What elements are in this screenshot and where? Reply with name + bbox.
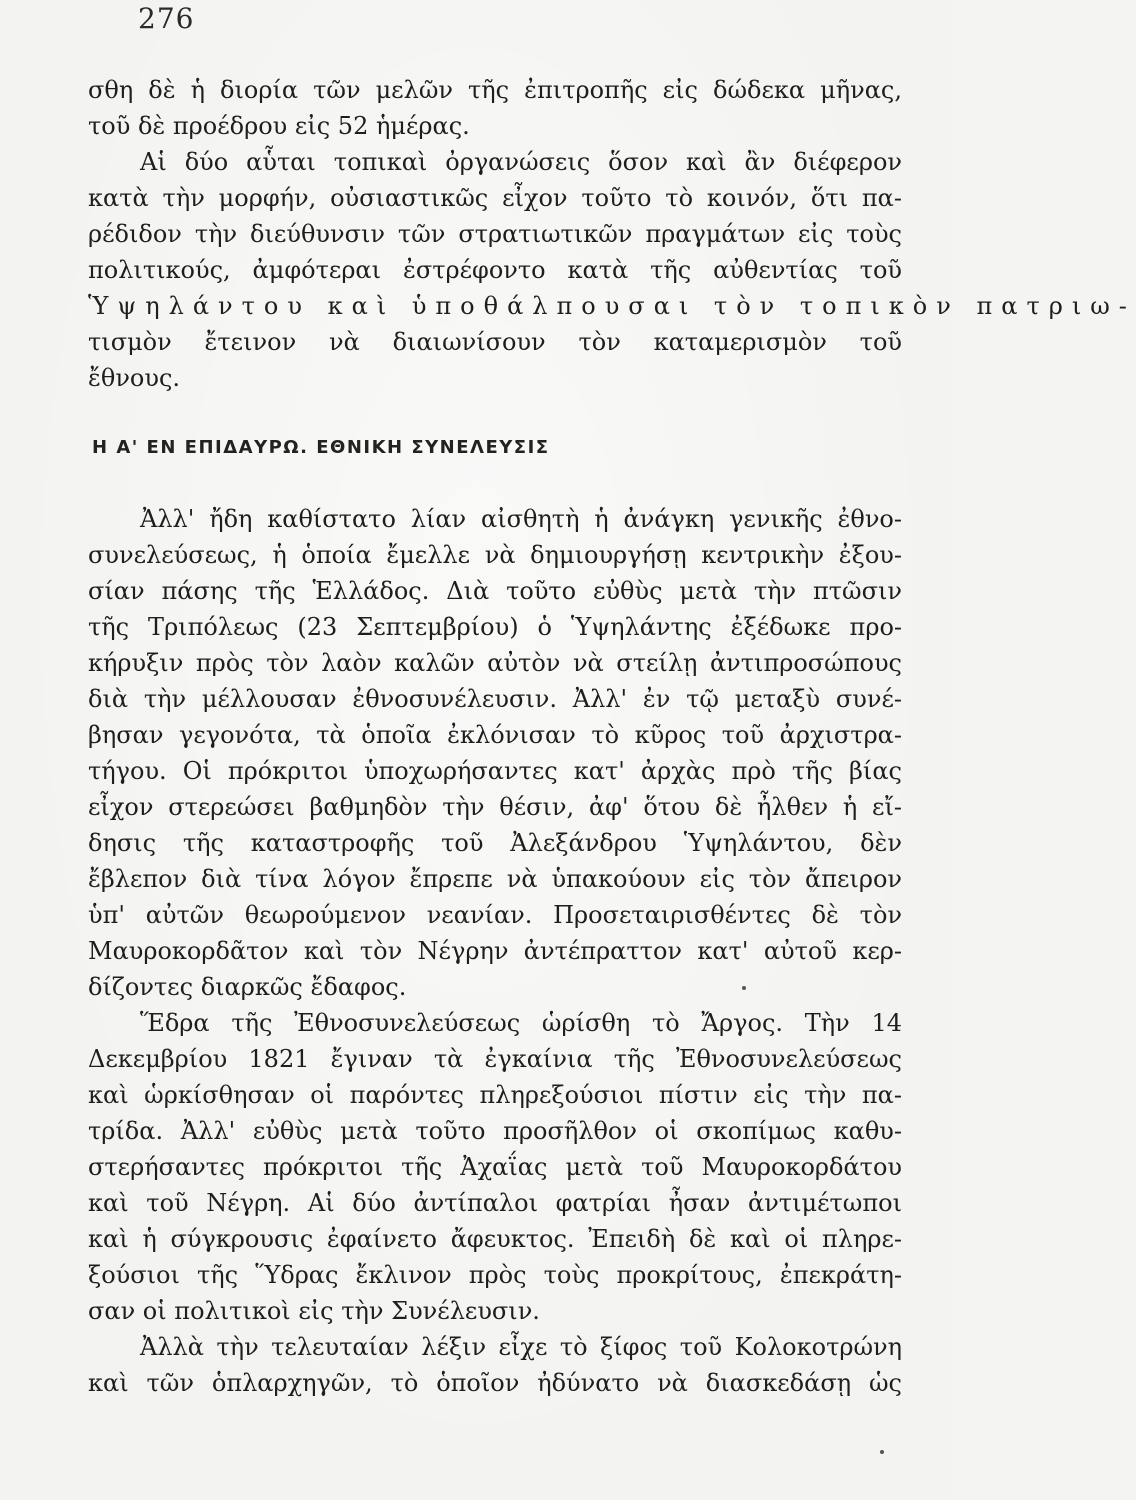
text-line: ἔθνους. [88, 364, 181, 392]
text-line: τρίδα. Ἀλλ' εὐθὺς μετὰ τοῦτο προσῆλθον οἱ σκοπίμως καθυ- [88, 1117, 902, 1145]
text-line: καὶ τοῦ Νέγρη. Αἱ δύο ἀντίπαλοι φατρίαι ἦσαν ἀντιμέτωποι [88, 1189, 902, 1217]
section-heading: Η Α' ΕΝ ΕΠΙΔΑΥΡΩ. ΕΘΝΙΚΗ ΣΥΝΕΛΕΥΣΙΣ [92, 437, 550, 458]
text-line: συνελεύσεως, ἡ ὁποία ἔμελλε νὰ δημιουργήσῃ κεντρικὴν ἐξου- [88, 541, 902, 569]
text-line: Ἀλλ' ἤδη καθίστατο λίαν αἰσθητὴ ἡ ἀνάγκη γενικῆς ἐθνο- [140, 505, 902, 533]
text-line: Ἀλλὰ τὴν τελευταίαν λέξιν εἶχε τὸ ξίφος τοῦ Κολοκοτρώνη [140, 1333, 902, 1361]
text-line: Μαυροκορδᾶτον καὶ τὸν Νέγρην ἀντέπραττον κατ' αὐτοῦ κερ- [88, 937, 902, 965]
text-line: ἔβλεπον διὰ τίνα λόγον ἔπρεπε νὰ ὑπακούουν εἰς τὸν ἄπειρον [88, 865, 902, 893]
text-line: ξούσιοι τῆς Ὕδρας ἔκλινον πρὸς τοὺς προκρίτους, ἐπεκράτη- [88, 1261, 902, 1289]
text-line: Δεκεμβρίου 1821 ἔγιναν τὰ ἐγκαίνια τῆς Ἐθνοσυνελεύσεως [88, 1045, 902, 1073]
text-line: καὶ τῶν ὁπλαρχηγῶν, τὸ ὁποῖον ἠδύνατο νὰ διασκεδάσῃ ὡς [88, 1369, 902, 1397]
text-line: καὶ ὡρκίσθησαν οἱ παρόντες πληρεξούσιοι πίστιν εἰς τὴν πα- [88, 1081, 902, 1109]
text-line: Αἱ δύο αὗται τοπικαὶ ὀργανώσεις ὅσον καὶ ἂν διέφερον [140, 148, 902, 176]
text-line: τισμὸν ἔτεινον νὰ διαιωνίσουν τὸν καταμερισμὸν τοῦ [88, 328, 902, 356]
text-line: στερήσαντες πρόκριτοι τῆς Ἀχαΐας μετὰ τοῦ Μαυροκορδάτου [88, 1153, 902, 1181]
print-speck [742, 986, 746, 990]
text-line: ὑπ' αὐτῶν θεωρούμενον νεανίαν. Προσεταιρισθέντες δὲ τὸν [88, 901, 902, 929]
text-line: καὶ ἡ σύγκρουσις ἐφαίνετο ἄφευκτος. Ἐπειδὴ δὲ καὶ οἱ πληρε- [88, 1225, 902, 1253]
paragraph-group-regional-organizations [88, 72, 1136, 396]
text-line: πολιτικούς, ἀμφότεραι ἐστρέφοντο κατὰ τῆς αὐθεντίας τοῦ [88, 256, 902, 284]
text-line: σθη δὲ ἡ διορία τῶν μελῶν τῆς ἐπιτροπῆς εἰς δώδεκα μῆνας, [88, 76, 902, 104]
text-line: διὰ τὴν μέλλουσαν ἐθνοσυνέλευσιν. Ἀλλ' ἐν τῷ μεταξὺ συνέ- [88, 685, 902, 713]
page-number: 276 [138, 2, 195, 35]
text-line: κήρυξιν πρὸς τὸν λαὸν καλῶν αὐτὸν νὰ στείλῃ ἀντιπροσώπους [88, 649, 902, 677]
text-line: κατὰ τὴν μορφήν, οὐσιαστικῶς εἶχον τοῦτο τὸ κοινόν, ὅτι πα- [88, 184, 902, 212]
text-line: τήγου. Οἱ πρόκριτοι ὑποχωρήσαντες κατ' ἀρχὰς πρὸ τῆς βίας [88, 757, 902, 785]
text-line: δίζοντες διαρκῶς ἔδαφος. [88, 973, 407, 1001]
text-line: σαν οἱ πολιτικοὶ εἰς τὴν Συνέλευσιν. [88, 1297, 540, 1325]
text-line: βησαν γεγονότα, τὰ ὁποῖα ἐκλόνισαν τὸ κῦρος τοῦ ἀρχιστρα- [88, 721, 902, 749]
text-line: εἶχον στερεώσει βαθμηδὸν τὴν θέσιν, ἀφ' ὅτου δὲ ἦλθεν ἡ εἴ- [88, 793, 902, 821]
text-line: σίαν πάσης τῆς Ἑλλάδος. Διὰ τοῦτο εὐθὺς μετὰ τὴν πτῶσιν [88, 577, 902, 605]
print-speck [880, 1450, 884, 1454]
text-line: ρέδιδον τὴν διεύθυνσιν τῶν στρατιωτικῶν πραγμάτων εἰς τοὺς [88, 220, 902, 248]
paragraph-group-national-assembly [88, 501, 902, 1401]
text-line: τοῦ δὲ προέδρου εἰς 52 ἡμέρας. [88, 112, 470, 140]
text-line-spaced: Ὑψηλάντου καὶ ὑποθάλπουσαι τὸν τοπικὸν πατριω- [88, 292, 1136, 320]
text-line: δησις τῆς καταστροφῆς τοῦ Ἀλεξάνδρου Ὑψηλάντου, δὲν [88, 829, 902, 857]
text-line: Ἕδρα τῆς Ἐθνοσυνελεύσεως ὡρίσθη τὸ Ἄργος. Τὴν 14 [140, 1009, 902, 1037]
text-line: τῆς Τριπόλεως (23 Σεπτεμβρίου) ὁ Ὑψηλάντης ἐξέδωκε προ- [88, 613, 902, 641]
